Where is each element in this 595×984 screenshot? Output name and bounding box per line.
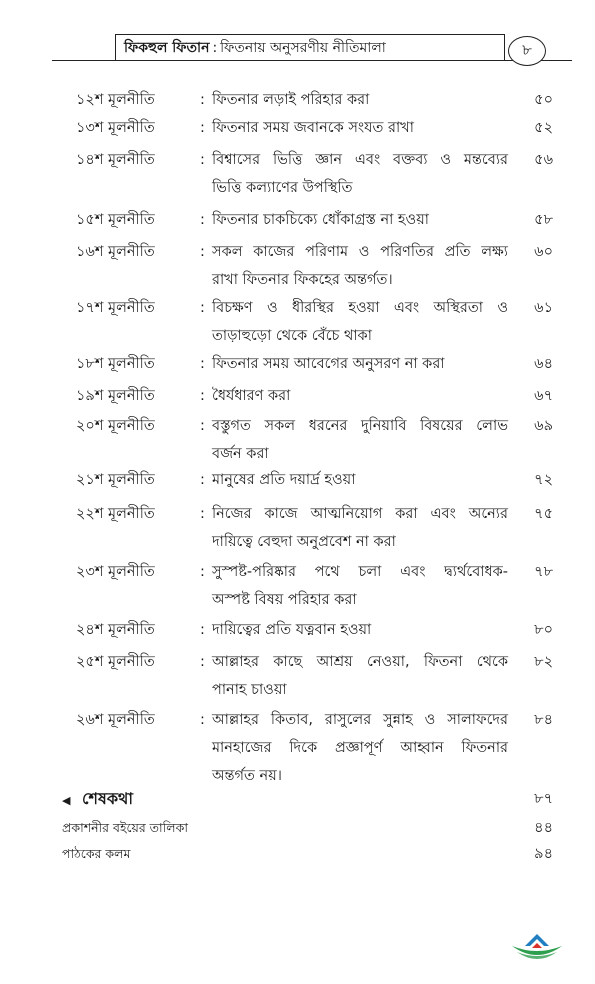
entry-description-line: মানহাজের দিকে প্রজ্ঞাপূর্ণ আহ্বান ফিতনার bbox=[212, 740, 508, 756]
entry-page-number: ৬০ bbox=[534, 244, 553, 260]
epilogue-label: শেষকথা bbox=[82, 789, 134, 808]
entry-page-number: ৫৮ bbox=[534, 212, 553, 228]
entry-page-number: ৮৪ bbox=[534, 712, 553, 728]
principle-number: ২১শ মূলনীতি bbox=[76, 472, 155, 488]
colon-separator: : bbox=[200, 712, 205, 728]
entry-description-line: ভিত্তি কল্যাণের উপস্থিতি bbox=[212, 180, 353, 196]
colon-separator: : bbox=[200, 506, 205, 522]
back-matter-label: পাঠকের কলম bbox=[62, 846, 131, 861]
colon-separator: : bbox=[200, 212, 205, 228]
entry-description-line: আল্লাহর কিতাব, রাসুলের সুন্নাহ ও সালাফদের bbox=[212, 712, 508, 728]
entry-description-line: রাখা ফিতনার ফিকহের অন্তর্গত। bbox=[212, 272, 393, 288]
entry-description-line: বিচক্ষণ ও ধীরস্থির হওয়া এবং অস্থিরতা ও bbox=[212, 300, 508, 316]
colon-separator: : bbox=[200, 120, 205, 136]
principle-number: ২৫শ মূলনীতি bbox=[76, 654, 155, 670]
entry-page-number: ৫৬ bbox=[534, 152, 553, 168]
header-rule bbox=[52, 60, 572, 61]
entry-page-number: ৭৫ bbox=[534, 506, 553, 522]
back-matter-page: ৯৪ bbox=[534, 846, 553, 862]
back-matter-page: ৪৪ bbox=[534, 820, 553, 836]
colon-separator: : bbox=[200, 418, 205, 434]
entry-description-line: ফিতনার লড়াই পরিহার করা bbox=[212, 92, 370, 108]
entry-description-line: আল্লাহর কাছে আশ্রয় নেওয়া, ফিতনা থেকে bbox=[212, 654, 508, 670]
entry-description-line: দায়িত্বে বেহুদা অনুপ্রবেশ না করা bbox=[212, 534, 396, 550]
entry-description-line: ফিতনার সময় জবানকে সংযত রাখা bbox=[212, 120, 414, 136]
entry-description-line: দায়িত্বের প্রতি যত্নবান হওয়া bbox=[212, 622, 372, 638]
entry-description-line: অস্পষ্ট বিষয় পরিহার করা bbox=[212, 592, 357, 608]
header-separator: : bbox=[212, 39, 218, 56]
book-title: ফিকহুল ফিতান bbox=[124, 39, 210, 56]
entry-description-line: বস্তুগত সকল ধরনের দুনিয়াবি বিষয়ের লোভ bbox=[212, 418, 508, 434]
epilogue-row[interactable] bbox=[62, 785, 133, 815]
entry-description-line: সুস্পষ্ট-পরিষ্কার পথে চলা এবং দ্ব্যর্থবোধক- bbox=[212, 564, 508, 580]
principle-number: ১৫শ মূলনীতি bbox=[76, 212, 155, 228]
principle-number: ১৪শ মূলনীতি bbox=[76, 152, 155, 168]
principle-number: ১৮শ মূলনীতি bbox=[76, 356, 155, 372]
book-subtitle: ফিতনায় অনুসরণীয় নীতিমালা bbox=[220, 39, 386, 56]
entry-description-line: ফিতনার সময় আবেগের অনুসরণ না করা bbox=[212, 356, 445, 372]
entry-page-number: ৫২ bbox=[534, 120, 553, 136]
entry-page-number: ৬৭ bbox=[534, 388, 553, 404]
entry-description-line: সকল কাজের পরিণাম ও পরিণতির প্রতি লক্ষ্য bbox=[212, 244, 508, 260]
colon-separator: : bbox=[200, 152, 205, 168]
principle-number: ১৭শ মূলনীতি bbox=[76, 300, 155, 316]
colon-separator: : bbox=[200, 92, 205, 108]
entry-description-line: অন্তর্গত নয়। bbox=[212, 768, 282, 784]
running-header bbox=[115, 34, 505, 60]
entry-page-number: ৬১ bbox=[534, 300, 553, 316]
page-number: ৮ bbox=[522, 40, 532, 59]
toc-back-matter-row[interactable] bbox=[62, 842, 553, 866]
publisher-logo-icon bbox=[508, 926, 566, 964]
principle-number: ২২শ মূলনীতি bbox=[76, 506, 155, 522]
entry-page-number: ৮২ bbox=[534, 654, 553, 670]
entry-page-number: ৭৮ bbox=[534, 564, 553, 580]
principle-number: ১২শ মূলনীতি bbox=[76, 92, 155, 108]
entry-description-line: ফিতনার চাকচিক্যে ধোঁকাগ্রস্ত না হওয়া bbox=[212, 212, 429, 228]
bullet-arrow-icon: ◀ bbox=[62, 794, 71, 807]
entry-description-line: ধৈর্যধারণ করা bbox=[212, 388, 291, 404]
entry-page-number: ৬৯ bbox=[534, 418, 553, 434]
colon-separator: : bbox=[200, 356, 205, 372]
toc-back-matter-row[interactable] bbox=[62, 816, 553, 840]
colon-separator: : bbox=[200, 654, 205, 670]
principle-number: ১৬শ মূলনীতি bbox=[76, 244, 155, 260]
principle-number: ১৯শ মূলনীতি bbox=[76, 388, 155, 404]
principle-number: ২৬শ মূলনীতি bbox=[76, 712, 155, 728]
entry-description-line: মানুষের প্রতি দয়ার্দ্র হওয়া bbox=[212, 472, 356, 488]
entry-page-number: ৭২ bbox=[534, 472, 553, 488]
back-matter-label: প্রকাশনীর বইয়ের তালিকা bbox=[62, 820, 188, 835]
entry-description-line: পানাহ চাওয়া bbox=[212, 682, 287, 698]
colon-separator: : bbox=[200, 564, 205, 580]
colon-separator: : bbox=[200, 622, 205, 638]
entry-page-number: ৬৪ bbox=[534, 356, 553, 372]
colon-separator: : bbox=[200, 300, 205, 316]
entry-description-line: বর্জন করা bbox=[212, 446, 269, 462]
colon-separator: : bbox=[200, 388, 205, 404]
epilogue-page: ৮৭ bbox=[534, 791, 553, 807]
page-number-badge bbox=[508, 36, 546, 66]
entry-description-line: নিজের কাজে আত্মনিয়োগ করা এবং অন্যের bbox=[212, 506, 508, 522]
colon-separator: : bbox=[200, 244, 205, 260]
entry-description-line: বিশ্বাসের ভিত্তি জ্ঞান এবং বক্তব্য ও মন্তব্যের bbox=[212, 152, 508, 168]
colon-separator: : bbox=[200, 472, 205, 488]
principle-number: ২৪শ মূলনীতি bbox=[76, 622, 155, 638]
entry-description-line: তাড়াহুড়ো থেকে বেঁচে থাকা bbox=[212, 328, 372, 344]
entry-page-number: ৫০ bbox=[534, 92, 553, 108]
principle-number: ২৩শ মূলনীতি bbox=[76, 564, 155, 580]
principle-number: ১৩শ মূলনীতি bbox=[76, 120, 155, 136]
principle-number: ২০শ মূলনীতি bbox=[76, 418, 155, 434]
entry-page-number: ৮০ bbox=[534, 622, 553, 638]
